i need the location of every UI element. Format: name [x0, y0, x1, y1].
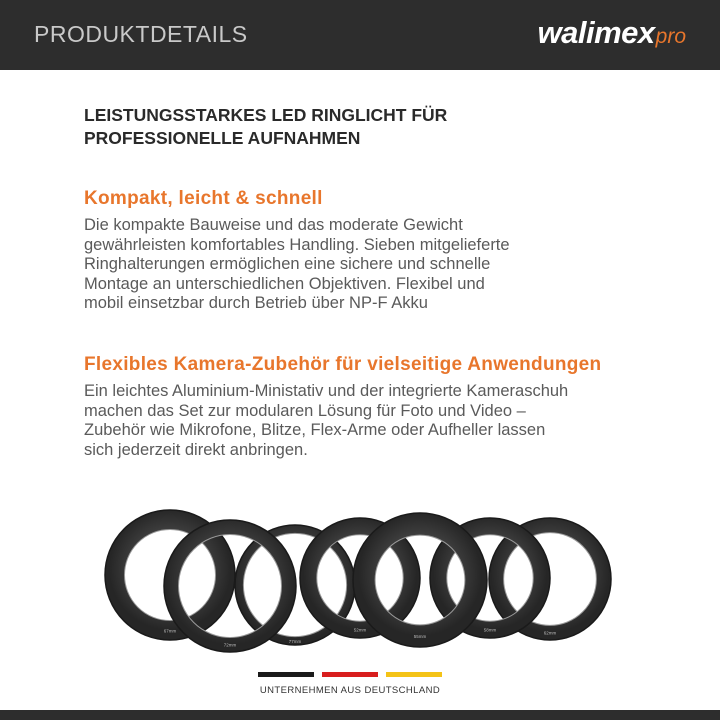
page-title: PRODUKTDETAILS	[34, 21, 248, 47]
flag-stripe-black	[258, 672, 314, 677]
body-line: Montage an unterschiedlichen Objektiven. Flexibel und	[84, 274, 485, 293]
body-line: machen das Set zur modularen Lösung für Foto und Video –	[84, 401, 526, 420]
body-line: Zubehör wie Mikrofone, Blitze, Flex-Arme oder Aufheller lassen	[84, 421, 546, 440]
ring-size-label: 77mm	[288, 638, 302, 644]
product-headline	[84, 104, 644, 150]
footer-made-in-germany: UNTERNEHMEN AUS DEUTSCHLAND	[259, 685, 441, 696]
section-body-compact	[84, 216, 644, 314]
bottom-bar	[0, 710, 720, 720]
ring-size-label: 58mm	[483, 627, 497, 633]
ring-size-label: 52mm	[353, 627, 367, 633]
body-line: sich jederzeit direkt anbringen.	[84, 440, 308, 459]
ring-size-label: 55mm	[413, 633, 427, 639]
flag-stripe-red	[322, 672, 378, 677]
body-line: Ein leichtes Aluminium-Ministativ und der integrierte Kameraschuh	[84, 382, 569, 400]
body-line: Ringhalterungen ermöglichen eine sichere und schnelle	[84, 255, 491, 274]
section-title-accessories: Flexibles Kamera-Zubehör für vielseitige Anwendungen	[84, 354, 602, 375]
headline-line-2: PROFESSIONELLE AUFNAHMEN	[84, 128, 361, 148]
logo-pro-text: pro	[655, 25, 686, 48]
flag-stripe-gold	[386, 672, 442, 677]
ring-size-label: 72mm	[223, 642, 237, 648]
body-line: Die kompakte Bauweise und das moderate Gewicht	[84, 216, 463, 234]
body-line: gewährleisten komfortables Handling. Sieben mitgelieferte	[84, 235, 510, 254]
ring-size-label: 67mm	[163, 628, 177, 634]
logo-main-text: walimex	[537, 15, 655, 50]
adapter-rings-image	[0, 500, 720, 660]
header-bar	[0, 0, 720, 70]
section-body-accessories	[84, 382, 644, 460]
headline-line-1: LEISTUNGSSTARKES LED RINGLICHT FÜR	[84, 105, 448, 125]
ring-size-label: 62mm	[543, 630, 557, 636]
brand-logo	[538, 17, 686, 48]
body-line: mobil einsetzbar durch Betrieb über NP-F Akku	[84, 294, 428, 313]
section-title-compact: Kompakt, leicht & schnell	[84, 188, 323, 209]
